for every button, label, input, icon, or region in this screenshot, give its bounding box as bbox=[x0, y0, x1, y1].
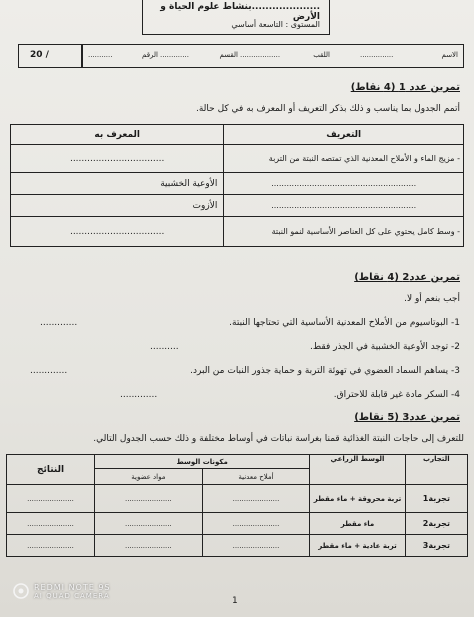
ex3-row2-organic: ..................... bbox=[95, 513, 203, 535]
ex3-title: تمرين عدد3 (5 نقاط) bbox=[354, 412, 460, 423]
ex2-item4: 4- السكر مادة غير قابلة للاحتراق. bbox=[333, 390, 460, 400]
ex2-answer1: ............. bbox=[40, 318, 78, 328]
ex2-answer4: ............. bbox=[120, 390, 158, 400]
ex1-row4-def: - وسط كامل يحتوي على كل العناصر الأساسية لنمو النبتة bbox=[224, 217, 464, 247]
surname-dots: .................. bbox=[240, 51, 281, 59]
watermark-line2: AI QUAD CAMERA bbox=[34, 591, 110, 600]
ex1-title: تمرين عدد 1 (4 نقاط) bbox=[350, 82, 460, 93]
ex3-row1-medium: تربة محروقة + ماء مقطر bbox=[310, 485, 405, 513]
ex3-header-mineral: أملاح معدنية bbox=[202, 469, 310, 485]
name-dots: ............... bbox=[360, 51, 394, 59]
ex3-row2-medium: ماء مقطر bbox=[310, 513, 405, 535]
page-number: 1 bbox=[232, 596, 238, 606]
ex1-row1-def: - مزيج الماء و الأملاح المعدنية الذي تمتصه النبتة من التربة bbox=[224, 145, 464, 173]
ex1-header-term: المعرف به bbox=[11, 125, 224, 145]
ex3-row3-results: ..................... bbox=[7, 535, 95, 557]
number-label: الرقم bbox=[142, 51, 158, 59]
ex1-row2-def: ......................................................... bbox=[224, 173, 464, 195]
ex1-table bbox=[10, 124, 464, 247]
ex3-header-components: مكونات الوسط bbox=[95, 455, 310, 469]
ex1-instruction: أتمم الجدول بما يناسب و ذلك بذكر التعريف أو المعرف به في كل حالة. bbox=[196, 104, 460, 114]
ex3-header-medium: الوسط الزراعي bbox=[310, 455, 405, 485]
ex3-row3-mineral: ..................... bbox=[202, 535, 310, 557]
ex2-title: تمرين عدد2 (4 نقاط) bbox=[354, 272, 460, 283]
ex3-header-organic: مواد عضوية bbox=[95, 469, 203, 485]
ex3-row2-results: ..................... bbox=[7, 513, 95, 535]
ex3-header-results: النتائج bbox=[7, 455, 95, 485]
ex3-row1-exp: تجربة1 bbox=[405, 485, 467, 513]
number-dots: ........... bbox=[88, 51, 113, 59]
ex2-item2: 2- توجد الأوعية الخشبية في الجذر فقط. bbox=[309, 342, 460, 352]
ex3-table bbox=[6, 454, 468, 557]
ex1-row2-term: الأوعية الخشبية bbox=[11, 173, 224, 195]
camera-watermark bbox=[12, 582, 111, 600]
ex3-row2-exp: تجربة2 bbox=[405, 513, 467, 535]
ex3-row1-organic: ..................... bbox=[95, 485, 203, 513]
score-box bbox=[18, 44, 82, 68]
camera-lens-icon bbox=[12, 582, 30, 600]
ex2-item3: 3- يساهم السماد العضوي في تهوئة التربة و حماية جذور النبات من البرد. bbox=[190, 366, 460, 376]
ex3-row2-mineral: ..................... bbox=[202, 513, 310, 535]
ex1-row3-def: ......................................................... bbox=[224, 195, 464, 217]
ex3-row3-organic: ..................... bbox=[95, 535, 203, 557]
school-line: ....................بنشاط علوم الحياة و الأرض bbox=[160, 2, 320, 22]
ex3-row3-medium: تربة عادية + ماء مقطر bbox=[310, 535, 405, 557]
name-label: الاسم bbox=[441, 51, 458, 59]
ex1-header-def: التعريف bbox=[224, 125, 464, 145]
ex3-row1-results: ..................... bbox=[7, 485, 95, 513]
level-text: المستوى : التاسعة أساسي bbox=[231, 20, 320, 29]
ex3-row3-exp: تجربة3 bbox=[405, 535, 467, 557]
ex1-row1-term: ................................. bbox=[11, 145, 224, 173]
score-text: 20 / bbox=[30, 50, 49, 60]
ex1-row3-term: الأزوت bbox=[11, 195, 224, 217]
class-label: القسم bbox=[219, 51, 238, 59]
ex3-row1-mineral: ..................... bbox=[202, 485, 310, 513]
ex2-instruction: أجب بنعم أو لا. bbox=[404, 294, 460, 304]
watermark-line1: REDMI NOTE 9S bbox=[34, 582, 111, 592]
ex2-answer3: ............. bbox=[30, 366, 68, 376]
ex2-item1: 1- البوتاسيوم من الأملاح المعدنية الأساسية التي تحتاجها النبتة. bbox=[229, 318, 460, 328]
ex3-header-exp: التجارب bbox=[405, 455, 467, 485]
ex1-row4-term: ................................. bbox=[11, 217, 224, 247]
ex2-answer2: .......... bbox=[150, 342, 179, 352]
surname-label: اللقب bbox=[313, 51, 330, 59]
class-dots: ............. bbox=[160, 51, 189, 59]
ex3-instruction: للتعرف إلى حاجات النبتة الغذائية قمنا بغراسة نباتات في أوساط مختلفة و ذلك حسب الجدول التالي. bbox=[93, 434, 464, 444]
